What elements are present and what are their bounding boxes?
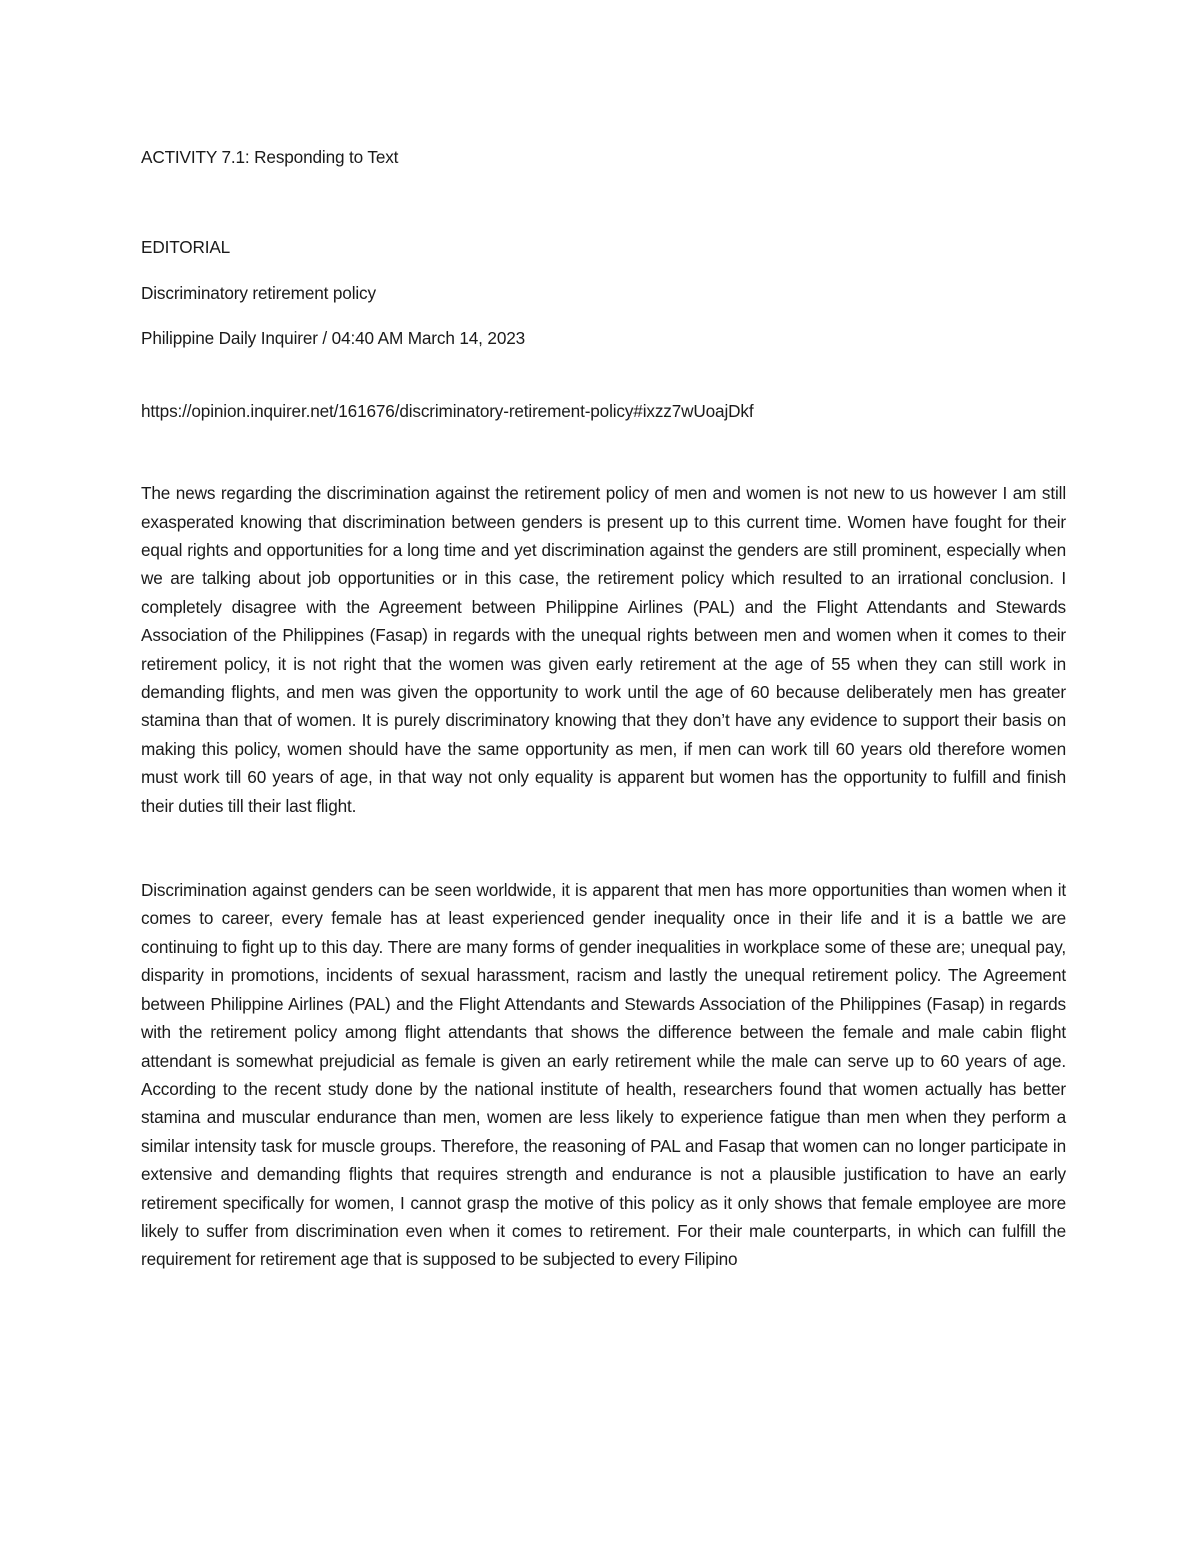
section-label: EDITORIAL	[141, 237, 231, 257]
body-paragraph-1: The news regarding the discrimination against the retirement policy of men and women is not new to us however I am still exasperated knowing that discrimination between genders is present up to this current time. Women have fought for their equal rights and opportunities for a long time and yet discrimination against the genders are still prominent, especially when we are talking about job opportunities or in this case, the retirement policy which resulted to an irrational conclusion. I completely disagree with the Agreement between Philippine Airlines (PAL) and the Flight Attendants and Stewards Association of the Philippines (Fasap) in regards with the unequal rights between men and women when it comes to their retirement policy, it is not right that the women was given early retirement at the age of 55 when they can still work in demanding flights, and men was given the opportunity to work until the age of 60 because deliberately men has greater stamina than that of women. It is purely discriminatory knowing that they don’t have any evidence to support their basis on making this policy, women should have the same opportunity as men, if men can work till 60 years old therefore women must work till 60 years of age, in that way not only equality is apparent but women has the opportunity to fulfill and finish their duties till their last flight.	[141, 483, 1066, 816]
source-line: Philippine Daily Inquirer / 04:40 AM March 14, 2023	[141, 328, 526, 349]
activity-heading: ACTIVITY 7.1: Responding to Text	[141, 147, 399, 167]
document-body	[141, 143, 1066, 1274]
article-url[interactable]: https://opinion.inquirer.net/161676/discriminatory-retirement-policy#ixzz7wUoajDkf	[141, 401, 754, 422]
body-paragraph-2: Discrimination against genders can be seen worldwide, it is apparent that men has more opportunities than women when it comes to career, every female has at least experienced gender inequality once in their life and it is a battle we are continuing to fight up to this day. There are many forms of gender inequalities in workplace some of these are; unequal pay, disparity in promotions, incidents of sexual harassment, racism and lastly the unequal retirement policy. The Agreement between Philippine Airlines (PAL) and the Flight Attendants and Stewards Association of the Philippines (Fasap) in regards with the retirement policy among flight attendants that shows the difference between the female and male cabin flight attendant is somewhat prejudicial as female is given an early retirement while the male can serve up to 60 years of age. According to the recent study done by the national institute of health, researchers found that women actually has better stamina and muscular endurance than men, women are less likely to experience fatigue than men when they perform a similar intensity task for muscle groups. Therefore, the reasoning of PAL and Fasap that women can no longer participate in extensive and demanding flights that requires strength and endurance is not a plausible justification to have an early retirement specifically for women, I cannot grasp the motive of this policy as it only shows that female employee are more likely to suffer from discrimination even when it comes to retirement. For their male counterparts, in which can fulfill the requirement for retirement age that is supposed to be subjected to every Filipino	[141, 880, 1066, 1270]
article-title: Discriminatory retirement policy	[141, 283, 376, 303]
